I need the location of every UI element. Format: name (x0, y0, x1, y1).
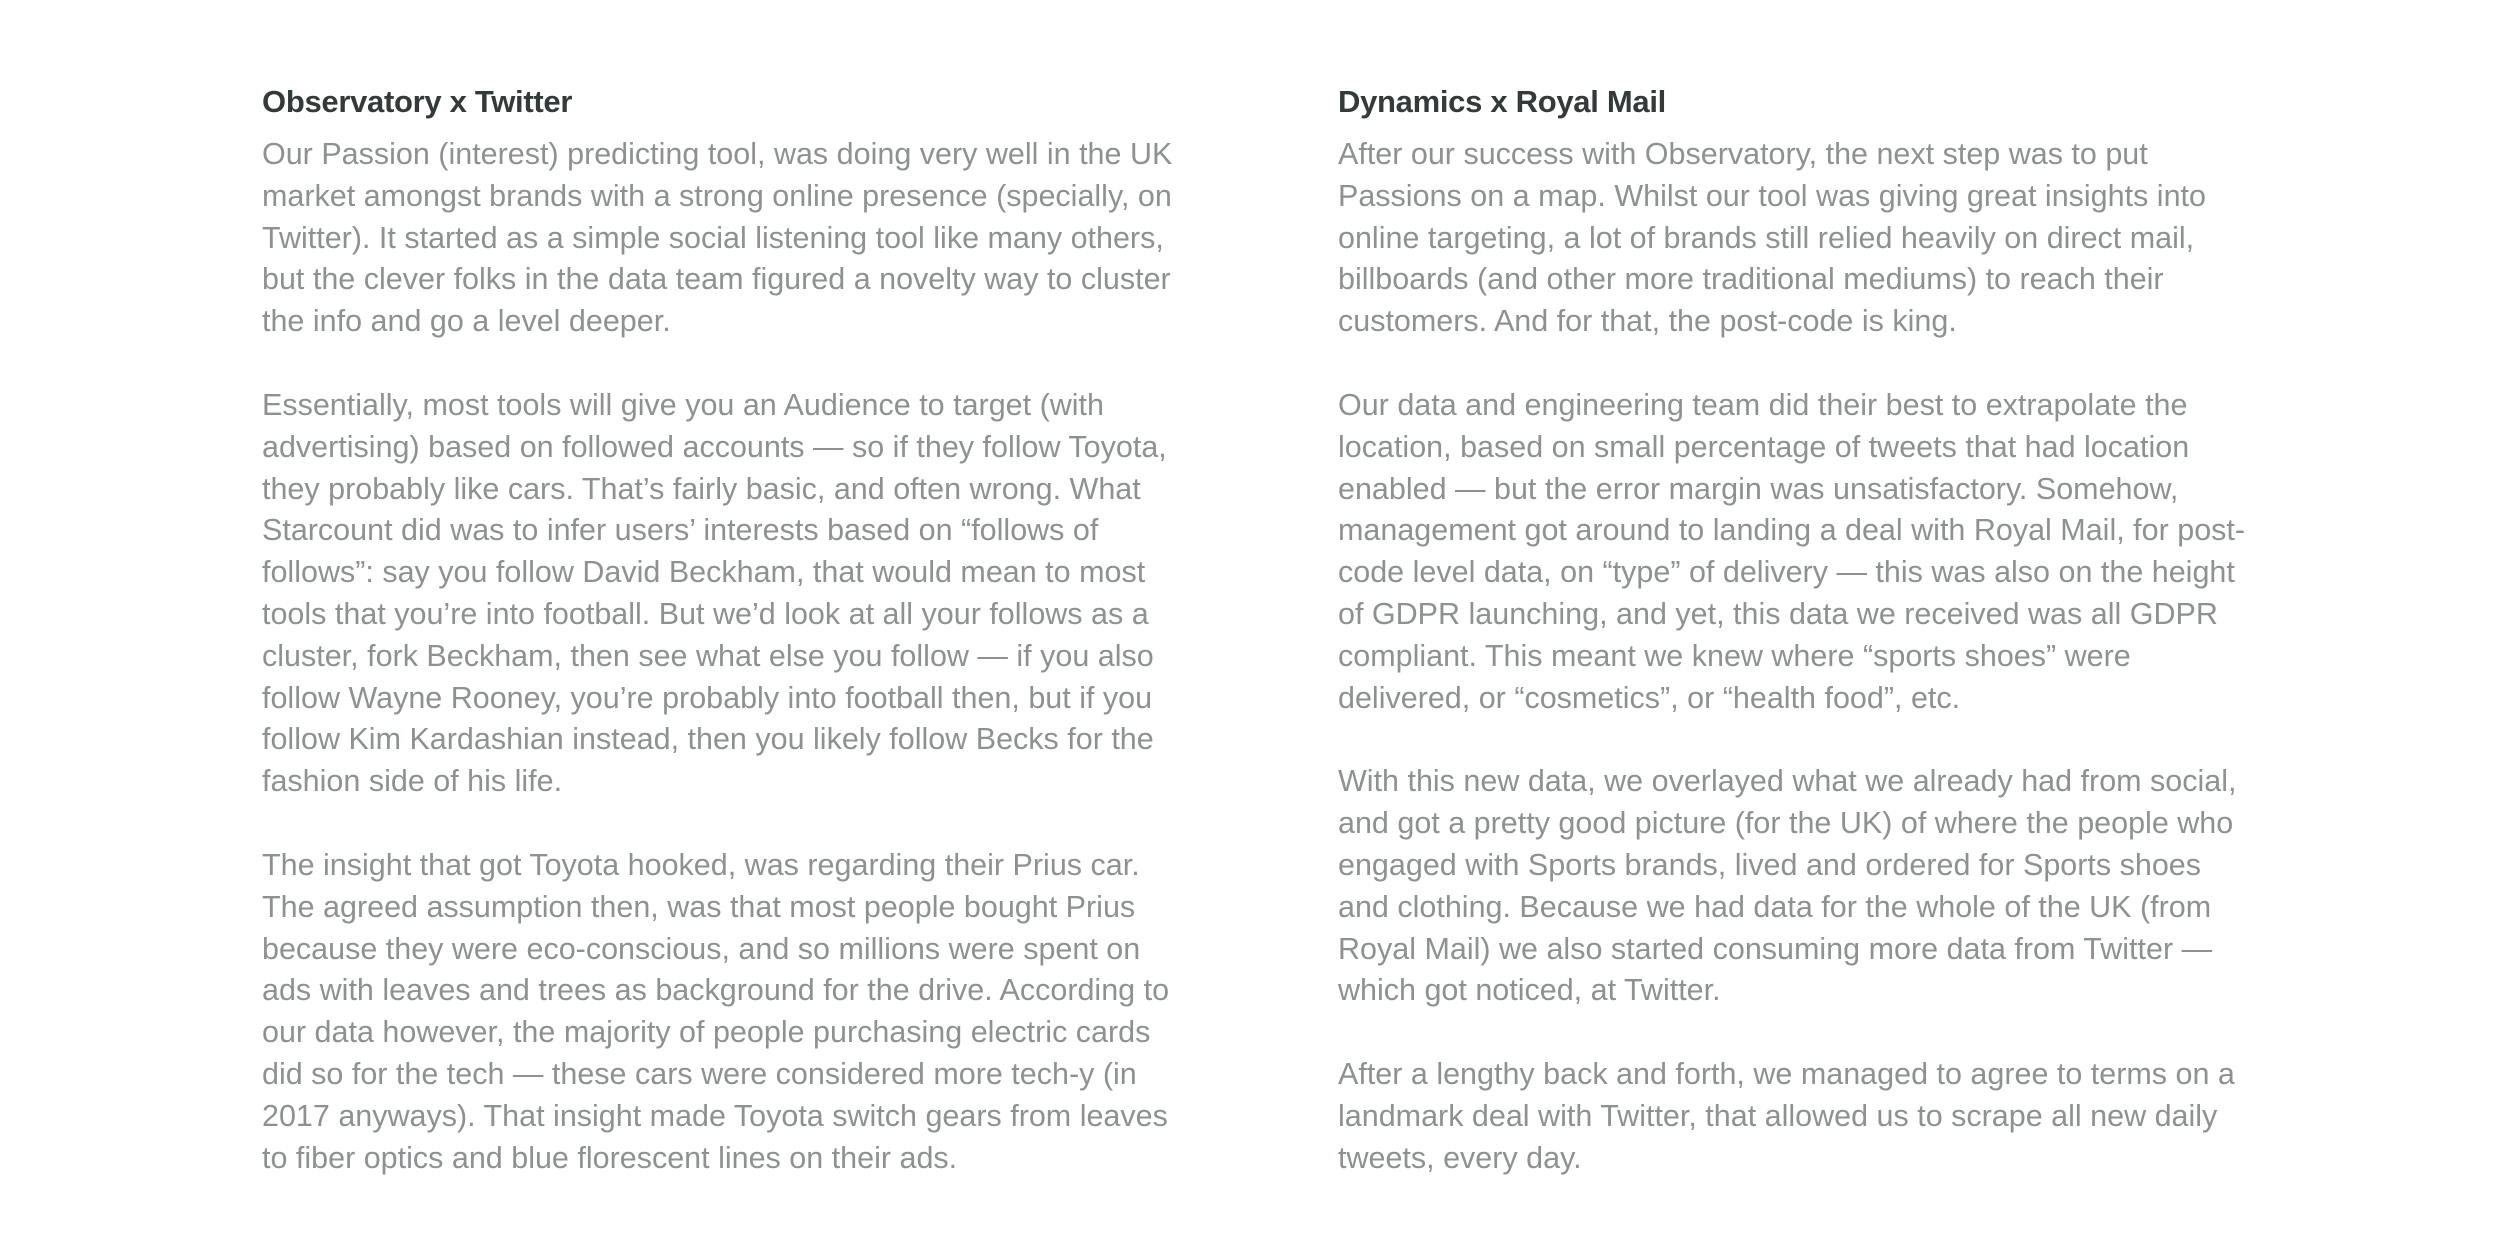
section-title: Observatory x Twitter (262, 84, 573, 119)
paragraph: Our Passion (interest) predicting tool, was doing very well in the UK market amongst brands with a strong online presence (specially, on Twitter). It started as a simple social listening tool like many others, but the clever folks in the data team figured a novelty way to cluster the info and go a level deeper. (262, 137, 1173, 339)
paragraph: Essentially, most tools will give you an Audience to target (with advertising) based on followed accounts — so if they follow Toyota, they probably like cars. That’s fairly basic, and often wrong. What Starcount did was to infer users’ interests based on “follows of follows”: say you follow David Beckham, that would mean to most tools that you’re into football. But we’d look at all your follows as a cluster, fork Beckham, then see what else you follow — if you also follow Wayne Rooney, you’re probably into football then, but if you follow Kim Kardashian instead, then you likely follow Becks for the fashion side of his life. (262, 387, 1167, 799)
paragraph: The insight that got Toyota hooked, was regarding their Prius car. The agreed assumption then, was that most people bought Prius because they were eco-conscious, and so millions were spent on ads with leaves and trees as background for the drive. According to our data however, the majority of people purchasing electric cards did so for the tech — these cars were considered more tech-y (in 2017 anyways). That insight made Toyota switch gears from leaves to fiber optics and blue florescent lines on their ads. (262, 847, 1170, 1175)
paragraph: After a lengthy back and forth, we managed to agree to terms on a landmark deal with Twitter, that allowed us to scrape all new daily tweets, every day. (1338, 1057, 2235, 1175)
dynamics-royal-mail-section (1338, 80, 2258, 1180)
observatory-twitter-section (262, 80, 1182, 1179)
paragraph: Our data and engineering team did their best to extrapolate the location, based on small percentage of tweets that had location enabled — but the error margin was unsatisfactory. Somehow, management got around to landing a deal with Royal Mail, for post-code level data, on “type” of delivery — this was also on the height of GDPR launching, and yet, this data we received was all GDPR compliant. This meant we knew where “sports shoes” were delivered, or “cosmetics”, or “health food”, etc. (1338, 387, 2246, 715)
paragraph: After our success with Observatory, the next step was to put Passions on a map. Whilst our tool was giving great insights into online targeting, a lot of brands still relied heavily on direct mail, billboards (and other more traditional mediums) to reach their customers. And for that, the post-code is king. (1338, 137, 2206, 339)
section-title: Dynamics x Royal Mail (1338, 84, 1666, 119)
paragraph: With this new data, we overlayed what we already had from social, and got a pretty good picture (for the UK) of where the people who engaged with Sports brands, lived and ordered for Sports shoes and clothing. Because we had data for the whole of the UK (from Royal Mail) we also started consuming more data from Twitter — which got noticed, at Twitter. (1338, 764, 2237, 1008)
